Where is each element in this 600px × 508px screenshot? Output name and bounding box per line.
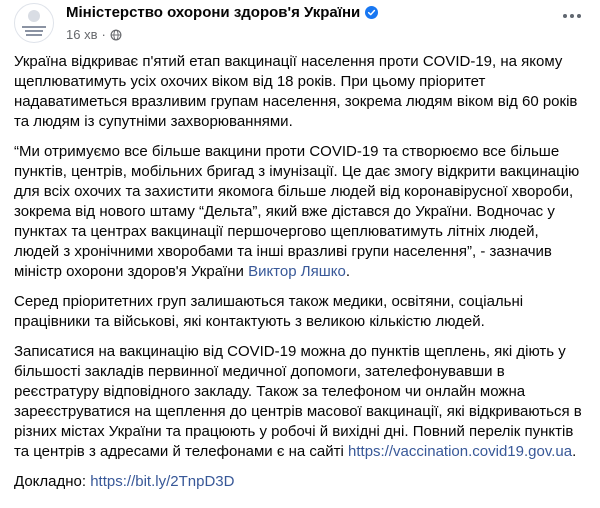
post-header [14,0,586,52]
paragraph-1: Україна відкриває п'ятий етап вакцинації населення проти COVID-19, на якому щеплюватимуть усіх охочих віком від 18 років. При цьому пріоритет надаватиметься вразливим групам населення, зокрема людям віком від 60 років та людям із супутніми захворюваннями. [14,53,578,130]
paragraph-2-end: . [345,263,350,280]
ministry-seal-icon [28,10,40,22]
post-timestamp[interactable]: 16 хв [66,27,98,42]
paragraph-3: Серед пріоритетних груп залишаються також медики, освітяни, соціальні працівники та військові, які контактують з великою кількістю людей. [14,293,524,330]
minister-mention-link[interactable]: Виктор Ляшко [248,263,346,280]
more-options-button[interactable] [558,6,586,26]
more-dot [570,14,574,18]
avatar[interactable] [14,3,54,43]
page-name-text[interactable]: Міністерство охорони здоров'я України [66,4,361,21]
details-label: Докладно: [14,473,91,490]
verified-badge-icon [365,6,378,19]
avatar-logo-text [21,24,47,36]
more-dot [563,14,567,18]
paragraph-4-text: Записатися на вакцинацію від COVID-19 можна до пунктів щеплень, які діють у більшості закладів первинної медичної допомоги, зателефонувавши в реєстратуру відповідного закладу. Також за телефоном чи онлайн можна зареєструватися на щеплення до центрів масової вакцинації, які відкриваються в різних містах України та працюють у робочі й вихідні дні. Повний перелік пунктів та центрів з адресами й телефонами є на сайті [14,343,582,460]
vaccination-site-link[interactable]: https://vaccination.covid19.gov.ua [348,443,573,460]
more-dot [577,14,581,18]
post-meta [66,27,122,42]
page-name[interactable] [66,4,378,21]
post-content [14,52,586,492]
paragraph-5 [14,472,586,492]
paragraph-4-end: . [572,443,577,460]
paragraph-4 [14,342,586,462]
meta-separator: · [101,27,106,42]
globe-icon[interactable] [110,29,122,41]
paragraph-2 [14,142,586,282]
paragraph-2-text: “Ми отримуємо все більше вакцини проти COVID-19 та створюємо все більше пунктів, центрів, мобільних бригад з імунізації. Це дає змогу відкрити вакцинацію для всіх охочих та захистити якомога більше людей від коронавірусної хвороби, зокрема від нового штаму “Дельта”, який вже дістався до України. Водночас у пунктах та центрах вакцинації першочергово щеплюватимуть літніх людей, людей з хронічними хворобами та інші вразливі групи населення”, - зазначив міністр охорони здоров'я України [14,143,580,280]
details-short-link[interactable]: https://bit.ly/2TnpD3D [90,473,235,490]
